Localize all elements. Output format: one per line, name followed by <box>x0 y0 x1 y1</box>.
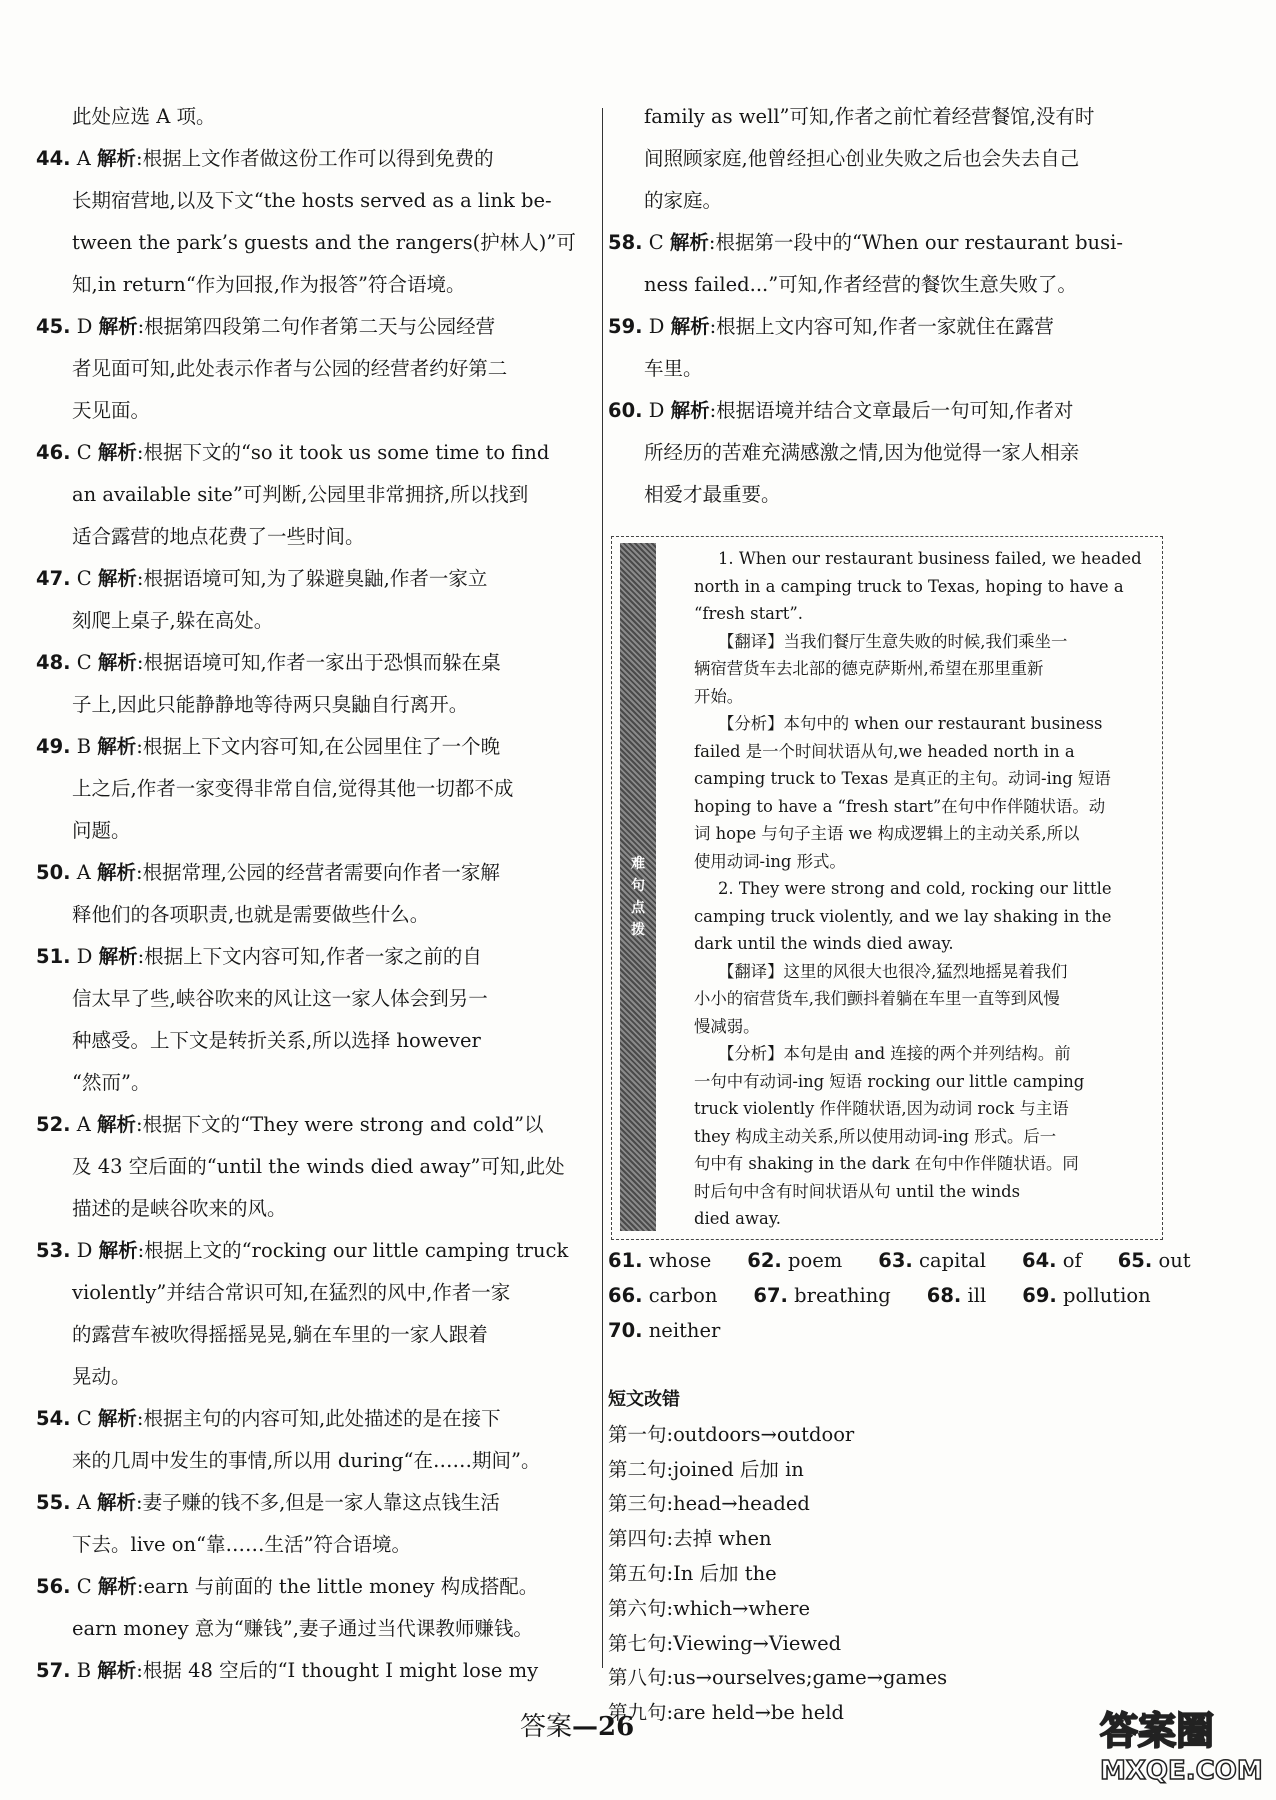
fill-in-answer <box>1118 1249 1209 1272</box>
question-number: 68. <box>926 1284 962 1307</box>
text-line <box>36 1020 596 1062</box>
question-number: 64. <box>1022 1249 1057 1272</box>
text-line <box>694 875 1156 903</box>
analysis-label: 解析 <box>97 441 137 464</box>
question-number: 66. <box>608 1284 643 1307</box>
explanation-text: :根据 48 空后的“I thought I might lose my <box>136 1659 539 1682</box>
text-line <box>608 348 1164 390</box>
answer-item <box>36 138 596 180</box>
difficult-sentence-box <box>611 536 1163 1240</box>
answer-letter: D <box>642 399 671 422</box>
explanation-text: :根据上文内容可知,作者一家就住在露营 <box>709 315 1054 338</box>
text-line <box>36 1146 596 1188</box>
explanation-text: :根据第四段第二句作者第二天与公园经营 <box>137 315 496 338</box>
answer-letter: C <box>642 231 670 254</box>
explanation-text: 的露营车被吹得摇摇晃晃,躺在车里的一家人跟着 <box>72 1323 488 1346</box>
answer-word: neither <box>642 1319 721 1342</box>
text-line <box>36 516 596 558</box>
explanation-text: 开始。 <box>694 686 744 706</box>
correction-line: 第一句:outdoors→outdoor <box>608 1422 855 1446</box>
question-number: 56. <box>36 1575 71 1598</box>
explanation-text: 描述的是峡谷吹来的风。 <box>72 1197 287 1220</box>
correction-line: 第三句:head→headed <box>608 1492 810 1516</box>
explanation-text: 种感受。上下文是转折关系,所以选择 however <box>72 1029 481 1052</box>
explanation-text: 所经历的苦难充满感激之情,因为他觉得一家人相亲 <box>644 441 1080 464</box>
text-line <box>694 793 1156 821</box>
question-number: 47. <box>36 567 71 590</box>
watermark-url: MXQE.COM <box>1100 1756 1263 1786</box>
answer-word: capital <box>912 1249 987 1272</box>
text-line <box>694 1123 1156 1151</box>
explanation-text: 2. They were strong and cold, rocking our little <box>718 879 1112 898</box>
explanation-text: failed 是一个时间状语从句,we headed north in a <box>694 741 1075 761</box>
text-line <box>36 1440 596 1482</box>
answer-letter: C <box>70 1575 98 1598</box>
question-number: 46. <box>36 441 71 464</box>
text-line <box>608 474 1164 516</box>
explanation-text: :根据上文的“rocking our little camping truck <box>137 1239 569 1262</box>
text-line <box>694 1040 1156 1068</box>
explanation-text: tween the park’s guests and the rangers(护林人)”可 <box>72 231 576 254</box>
explanation-text: camping truck violently, and we lay shaking in the <box>694 906 1112 926</box>
analysis-label: 解析 <box>670 399 710 422</box>
answer-item <box>36 726 596 768</box>
answer-item <box>36 1650 596 1692</box>
text-line <box>694 655 1156 683</box>
fill-in-answer <box>878 1249 1004 1272</box>
explanation-text: 【翻译】这里的风很大也很冷,猛烈地摇晃着我们 <box>718 961 1068 981</box>
answer-letter: D <box>70 945 99 968</box>
text-line <box>694 1068 1156 1096</box>
answer-letter: D <box>70 1239 99 1262</box>
answer-item <box>608 222 1164 264</box>
answer-word: of <box>1056 1249 1082 1272</box>
explanation-text: 问题。 <box>72 819 131 842</box>
text-line <box>36 978 596 1020</box>
explanation-text: 间照顾家庭,他曾经担心创业失败之后也会失去自己 <box>644 147 1080 170</box>
explanation-text: 下去。live on“靠……生活”符合语境。 <box>72 1533 411 1556</box>
correction-line: 第五句:In 后加 the <box>608 1561 777 1585</box>
analysis-label: 解析 <box>98 1239 138 1262</box>
explanation-text: :根据下文的“They were strong and cold”以 <box>136 1113 544 1136</box>
watermark-title: 答案圈 <box>1100 1709 1215 1753</box>
fill-in-answer <box>1022 1284 1168 1307</box>
answer-item <box>36 432 596 474</box>
box-content <box>694 545 1156 1233</box>
answer-item <box>36 306 596 348</box>
text-line <box>694 738 1156 766</box>
correction-line: 第四句:去掉 when <box>608 1527 772 1551</box>
page-footer <box>520 1706 634 1743</box>
explanation-text: 的家庭。 <box>644 189 723 212</box>
explanation-text: 天见面。 <box>72 399 151 422</box>
answer-letter: D <box>642 315 671 338</box>
text-line <box>36 264 596 306</box>
error-correction-title: 短文改错 <box>608 1389 680 1410</box>
text-line <box>694 930 1156 958</box>
correction-line: 第八句:us→ourselves;game→games <box>608 1666 948 1690</box>
explanation-text: 小小的宿营货车,我们颤抖着躺在车里一直等到风慢 <box>694 989 1060 1008</box>
text-line <box>36 390 596 432</box>
text-line <box>36 1272 596 1314</box>
question-number: 55. <box>36 1491 71 1514</box>
explanation-text: 上之后,作者一家变得非常自信,觉得其他一切都不成 <box>72 777 514 800</box>
text-line <box>694 765 1156 793</box>
analysis-label: 解析 <box>97 1491 137 1514</box>
text-line <box>608 96 1164 138</box>
question-number: 58. <box>608 231 643 254</box>
footer-page-number: —26 <box>572 1712 635 1742</box>
explanation-text: ness failed...”可知,作者经营的餐饮生意失败了。 <box>644 273 1077 296</box>
analysis-label: 解析 <box>669 231 709 254</box>
answer-item <box>36 1104 596 1146</box>
explanation-text: “fresh start”. <box>694 604 803 623</box>
text-line <box>694 985 1156 1013</box>
text-line <box>608 180 1164 222</box>
explanation-text: :根据语境并结合文章最后一句可知,作者对 <box>709 399 1074 422</box>
explanation-text: 【分析】本句是由 and 连接的两个并列结构。前 <box>718 1044 1071 1063</box>
answer-letter: A <box>70 1491 98 1514</box>
text-line <box>608 264 1164 306</box>
text-line <box>694 710 1156 738</box>
question-number: 48. <box>36 651 71 674</box>
answer-item <box>36 1566 596 1608</box>
explanation-text: died away. <box>694 1209 782 1228</box>
explanation-text: 时后句中含有时间状语从句 until the winds <box>694 1181 1021 1201</box>
question-number: 60. <box>608 399 643 422</box>
answer-letter: C <box>70 1407 98 1430</box>
explanation-text: 者见面可知,此处表示作者与公园的经营者约好第二 <box>72 357 508 380</box>
explanation-text: 释他们的各项职责,也就是需要做些什么。 <box>72 903 430 926</box>
answer-letter: A <box>70 861 98 884</box>
text-line <box>36 810 596 852</box>
answer-word: pollution <box>1056 1284 1151 1307</box>
question-number: 62. <box>747 1249 782 1272</box>
answer-row <box>608 1278 1164 1313</box>
fill-in-answer <box>608 1319 738 1342</box>
explanation-text: 【分析】本句中的 when our restaurant business <box>718 714 1103 733</box>
text-line <box>694 1150 1156 1178</box>
explanation-text: 适合露营的地点花费了一些时间。 <box>72 525 365 548</box>
explanation-text: :根据上下文内容可知,在公园里住了一个晚 <box>136 735 501 758</box>
analysis-label: 解析 <box>97 1407 137 1430</box>
explanation-text: :根据常理,公园的经营者需要向作者一家解 <box>136 861 500 884</box>
answer-word: whose <box>642 1249 712 1272</box>
explanation-text: 刻爬上桌子,躲在高处。 <box>72 609 274 632</box>
answer-letter: C <box>70 441 98 464</box>
text-line <box>36 1062 596 1104</box>
explanation-text: :根据第一段中的“When our restaurant busi- <box>708 231 1123 254</box>
text-line <box>36 768 596 810</box>
answer-item <box>36 642 596 684</box>
analysis-label: 解析 <box>97 1113 137 1136</box>
explanation-text: 词 hope 与句子主语 we 构成逻辑上的主动关系,所以 <box>694 824 1080 843</box>
question-number: 69. <box>1022 1284 1057 1307</box>
correction-line: 第七句:Viewing→Viewed <box>608 1631 842 1655</box>
fill-in-answer <box>747 1249 860 1272</box>
answer-letter: B <box>70 1659 98 1682</box>
text-line <box>36 1608 596 1650</box>
explanation-text: earn money 意为“赚钱”,妻子通过当代课教师赚钱。 <box>72 1617 533 1640</box>
answer-letter: B <box>70 735 98 758</box>
question-number: 54. <box>36 1407 71 1430</box>
explanation-text: :根据语境可知,作者一家出于恐惧而躲在桌 <box>136 651 501 674</box>
footer-label: 答案 <box>520 1712 573 1742</box>
answer-letter: A <box>70 147 98 170</box>
analysis-label: 解析 <box>97 567 137 590</box>
answer-row <box>608 1243 1191 1278</box>
text-line <box>694 848 1156 876</box>
explanation-text: 子上,因此只能静静地等待两只臭鼬自行离开。 <box>72 693 469 716</box>
fill-in-answer <box>753 1284 908 1307</box>
answer-word: carbon <box>642 1284 718 1307</box>
explanation-text: 相爱才最重要。 <box>644 483 781 506</box>
explanation-text: 慢减弱。 <box>694 1016 760 1036</box>
explanation-text: 晃动。 <box>72 1365 131 1388</box>
text-line <box>694 573 1156 601</box>
answer-item <box>36 852 596 894</box>
answer-item <box>608 390 1164 432</box>
answer-letter: C <box>70 651 98 674</box>
text-line <box>694 1013 1156 1041</box>
question-number: 65. <box>1117 1249 1153 1272</box>
explanation-text: they 构成主动关系,所以使用动词-ing 形式。后一 <box>694 1126 1057 1146</box>
right-column <box>608 96 1164 516</box>
answers-61-70 <box>608 1243 1191 1348</box>
question-number: 67. <box>753 1284 788 1307</box>
analysis-label: 解析 <box>97 651 137 674</box>
explanation-text: 句中有 shaking in the dark 在句中作伴随状语。同 <box>694 1154 1079 1173</box>
text-line <box>36 894 596 936</box>
analysis-label: 解析 <box>97 1575 137 1598</box>
explanation-text: 辆宿营货车去北部的德克萨斯州,希望在那里重新 <box>694 659 1044 678</box>
explanation-text: truck violently 作伴随状语,因为动词 rock 与主语 <box>694 1099 1069 1118</box>
text-line <box>694 903 1156 931</box>
explanation-text: 车里。 <box>644 357 703 380</box>
question-number: 50. <box>36 861 71 884</box>
question-number: 53. <box>36 1239 71 1262</box>
question-number: 70. <box>608 1319 643 1342</box>
analysis-label: 解析 <box>670 315 710 338</box>
question-number: 63. <box>878 1249 913 1272</box>
text-line <box>36 96 596 138</box>
text-line <box>694 1205 1156 1233</box>
text-line <box>36 180 596 222</box>
answer-word: ill <box>961 1284 987 1307</box>
answer-item <box>608 306 1164 348</box>
text-line <box>36 1188 596 1230</box>
answer-item <box>36 936 596 978</box>
answer-word: breathing <box>787 1284 891 1307</box>
text-line <box>36 600 596 642</box>
explanation-text: dark until the winds died away. <box>694 934 954 953</box>
explanation-text: :妻子赚的钱不多,但是一家人靠这点钱生活 <box>136 1491 500 1514</box>
text-line <box>694 820 1156 848</box>
explanation-text: camping truck to Texas 是真正的主句。动词-ing 短语 <box>694 769 1111 788</box>
explanation-text: violently”并结合常识可知,在猛烈的风中,作者一家 <box>72 1281 511 1304</box>
explanation-text: :根据上下文内容可知,作者一家之前的自 <box>137 945 482 968</box>
text-line <box>36 1356 596 1398</box>
explanation-text: hoping to have a “fresh start”在句中作伴随状语。动 <box>694 796 1106 816</box>
text-line <box>694 628 1156 656</box>
box-side-banner <box>620 543 656 1231</box>
text-line <box>694 958 1156 986</box>
explanation-text: north in a camping truck to Texas, hoping to have a <box>694 576 1124 596</box>
answer-word: out <box>1152 1249 1191 1272</box>
explanation-text: 信太早了些,峡谷吹来的风让这一家人体会到另一 <box>72 987 488 1010</box>
text-line <box>36 1524 596 1566</box>
explanation-text: 使用动词-ing 形式。 <box>694 851 846 871</box>
text-line <box>694 1178 1156 1206</box>
error-correction-section <box>608 1383 1164 1731</box>
analysis-label: 解析 <box>97 861 137 884</box>
text-line <box>36 474 596 516</box>
column-divider <box>602 108 603 1668</box>
answer-item <box>36 558 596 600</box>
answer-row <box>608 1313 1164 1348</box>
explanation-text: family as well”可知,作者之前忙着经营餐馆,没有时 <box>644 105 1095 128</box>
explanation-text: :根据语境可知,为了躲避臭鼬,作者一家立 <box>136 567 488 590</box>
fill-in-answer <box>608 1249 729 1272</box>
box-side-label: 难句点拨 <box>631 856 645 938</box>
answer-letter: A <box>70 1113 98 1136</box>
correction-line: 第六句:which→where <box>608 1596 811 1620</box>
fill-in-answer <box>608 1284 735 1307</box>
explanation-text: 长期宿营地,以及下文“the hosts served as a link be- <box>72 189 552 212</box>
text-line <box>36 684 596 726</box>
analysis-label: 解析 <box>98 945 138 968</box>
explanation-text: 此处应选 A 项。 <box>72 105 216 128</box>
explanation-text: “然而”。 <box>72 1071 151 1094</box>
text-line <box>694 1095 1156 1123</box>
question-number: 44. <box>36 147 71 170</box>
question-number: 52. <box>36 1113 71 1136</box>
answer-item <box>36 1230 596 1272</box>
text-line <box>694 545 1156 573</box>
watermark-logo <box>1100 1708 1268 1794</box>
explanation-text: 1. When our restaurant business failed, we headed <box>718 549 1142 568</box>
explanation-text: 及 43 空后面的“until the winds died away”可知,此处 <box>72 1155 565 1178</box>
question-number: 45. <box>36 315 71 338</box>
fill-in-answer <box>927 1284 1004 1307</box>
analysis-label: 解析 <box>97 147 137 170</box>
text-line <box>694 683 1156 711</box>
explanation-text: :根据上文作者做这份工作可以得到免费的 <box>136 147 494 170</box>
text-line <box>608 138 1164 180</box>
fill-in-answer <box>1022 1249 1100 1272</box>
explanation-text: 知,in return“作为回报,作为报答”符合语境。 <box>72 273 466 296</box>
question-number: 51. <box>36 945 71 968</box>
explanation-text: 来的几周中发生的事情,所以用 during“在……期间”。 <box>72 1449 541 1472</box>
explanation-text: 【翻译】当我们餐厅生意失败的时候,我们乘坐一 <box>718 631 1068 651</box>
correction-line: 第九句:are held→be held <box>608 1701 844 1725</box>
left-column <box>36 96 596 1692</box>
question-number: 57. <box>36 1659 71 1682</box>
analysis-label: 解析 <box>97 735 137 758</box>
text-line <box>36 348 596 390</box>
answer-letter: C <box>70 567 98 590</box>
analysis-label: 解析 <box>97 1659 137 1682</box>
answer-word: poem <box>781 1249 843 1272</box>
text-line <box>608 432 1164 474</box>
correction-line: 第二句:joined 后加 in <box>608 1457 804 1481</box>
question-number: 59. <box>608 315 643 338</box>
answer-item <box>36 1398 596 1440</box>
answer-letter: D <box>70 315 99 338</box>
answer-item <box>36 1482 596 1524</box>
text-line <box>36 1314 596 1356</box>
explanation-text: :根据下文的“so it took us some time to find <box>136 441 550 464</box>
analysis-label: 解析 <box>98 315 138 338</box>
explanation-text: :earn 与前面的 the little money 构成搭配。 <box>136 1575 539 1598</box>
question-number: 49. <box>36 735 71 758</box>
question-number: 61. <box>608 1249 643 1272</box>
explanation-text: 一句中有动词-ing 短语 rocking our little camping <box>694 1071 1085 1091</box>
text-line <box>694 600 1156 628</box>
text-line <box>36 222 596 264</box>
explanation-text: :根据主句的内容可知,此处描述的是在接下 <box>136 1407 501 1430</box>
explanation-text: an available site”可判断,公园里非常拥挤,所以找到 <box>72 483 529 506</box>
